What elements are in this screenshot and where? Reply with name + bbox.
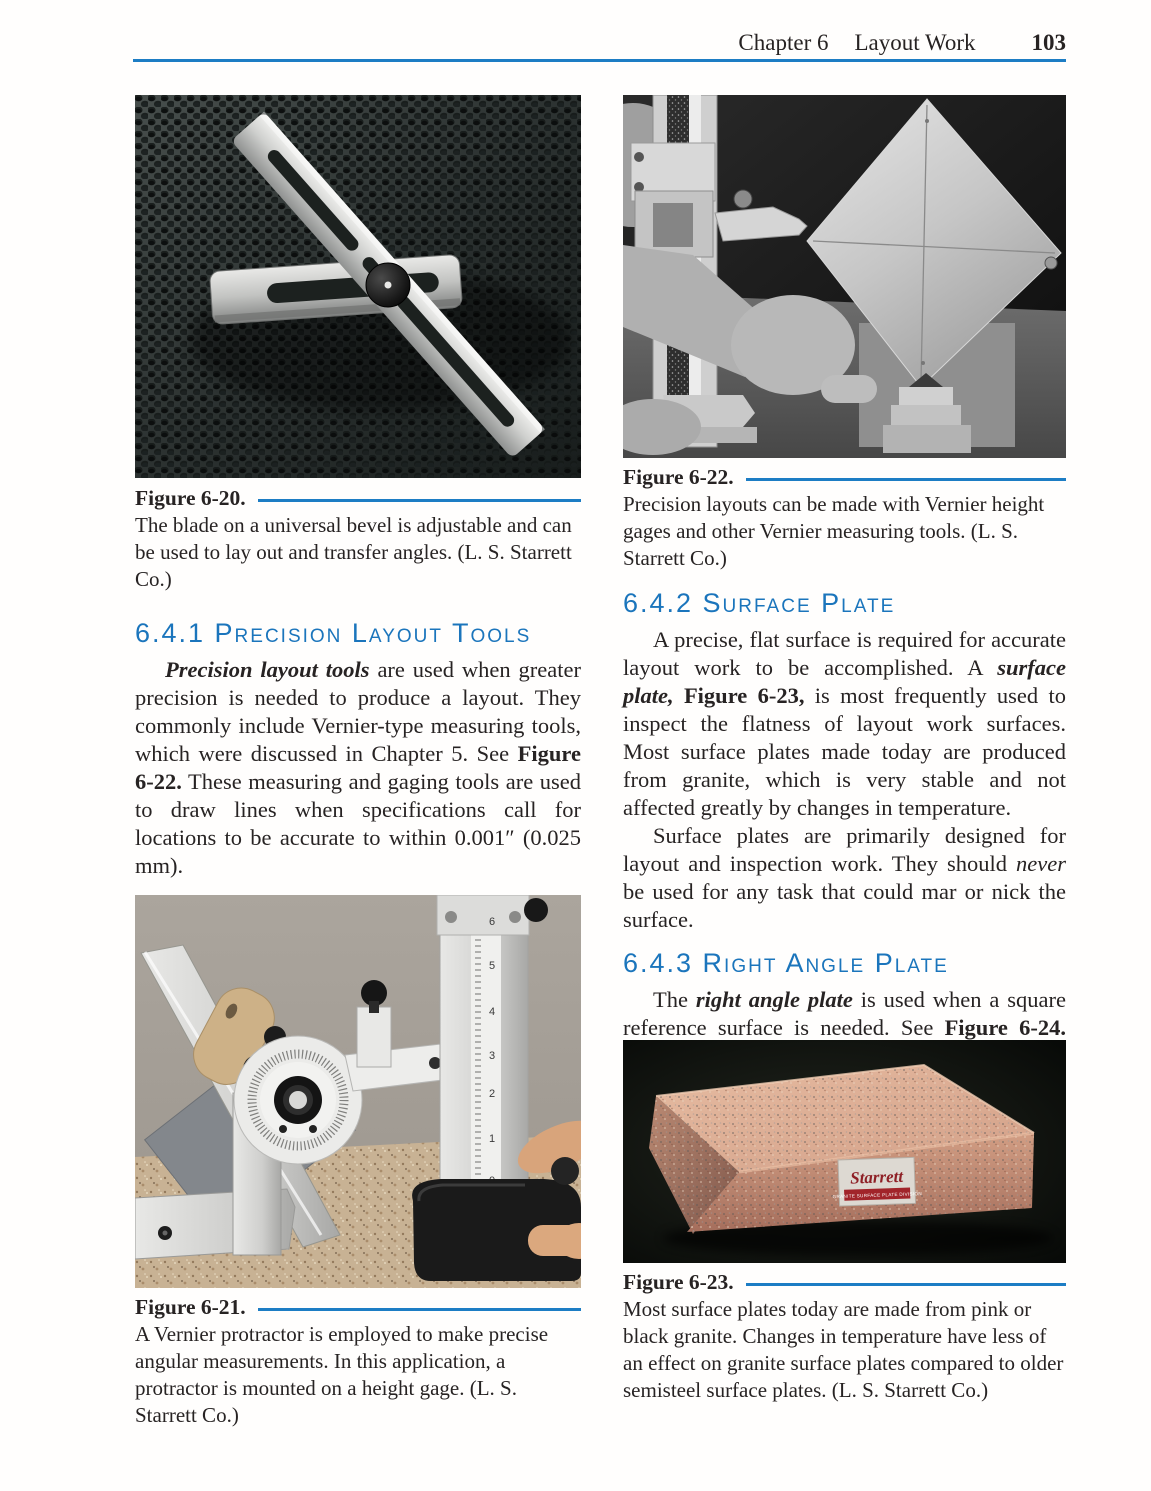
text-run: right angle plate: [695, 987, 853, 1012]
text-run: are used when greater precision is needed to produce a layout. They commonly include Vernier-type measuring tools, which were discussed in Chapter 5. See: [135, 657, 581, 766]
protractor-dial: [234, 1036, 362, 1164]
figure-6-20-photo: [135, 95, 581, 478]
caption-rule: [258, 1308, 581, 1311]
adjust-knob: [551, 1157, 579, 1185]
section-heading-643: 6.4.3 Right Angle Plate: [623, 948, 949, 978]
figure-6-20-text: The blade on a universal bevel is adjustable and can be used to lay out and transfer angles. (L. S. Starrett Co.): [135, 513, 572, 591]
left-column-text: [135, 618, 581, 880]
scale-number: 2: [489, 1088, 496, 1100]
text-run: never: [1016, 851, 1066, 876]
figure-6-20-caption: [135, 485, 581, 593]
figure-6-21-photo: [135, 895, 581, 1288]
text-run: The: [653, 987, 696, 1012]
figure-6-21-label: Figure 6-21.: [135, 1295, 246, 1319]
figure-6-23-caption: [623, 1269, 1066, 1404]
figure-6-23-photo: [623, 1040, 1066, 1263]
page-number: 103: [1031, 30, 1066, 55]
paragraph-641: [135, 656, 581, 880]
scale-number: 1: [489, 1133, 496, 1145]
running-head: [738, 30, 1066, 56]
pointing-finger: [821, 375, 877, 403]
figure-6-22-photo: [623, 95, 1066, 458]
text-run: These measuring and gaging tools are used to draw lines when specifications call for locations to be accurate to within 0.001″ (0.025 mm).: [135, 769, 581, 878]
header-rule: [133, 59, 1066, 62]
gage-thumb-knob: [524, 898, 548, 922]
text-run: be used for any task that could mar or nick the surface.: [623, 879, 1066, 932]
paragraph-642-2: [623, 822, 1066, 934]
plate-screw: [1045, 257, 1057, 269]
scale-number: 6: [489, 916, 496, 928]
text-run: surface plate,: [623, 655, 1066, 708]
text-run: Figure 6-23,: [673, 683, 805, 708]
caption-rule: [258, 499, 581, 502]
text-run: Surface plates are primarily designed for layout and inspection work. They should: [623, 823, 1066, 876]
paragraph-642-1: [623, 626, 1066, 822]
figure-6-23-label: Figure 6-23.: [623, 1270, 734, 1294]
chapter-label: Chapter 6: [738, 30, 829, 55]
text-run: Figure 6-24.: [944, 1015, 1066, 1040]
figure-6-23-text: Most surface plates today are made from pink or black granite. Changes in temperature have less of an effect on granite surface plates compared to older semisteel surface plates. (L. S. Starrett Co.): [623, 1297, 1064, 1402]
label-banner-text: GRANITE SURFACE PLATE DIVISION: [832, 1191, 922, 1200]
section-heading-642: 6.4.2 Surface Plate: [623, 588, 896, 618]
scale-number: 5: [489, 960, 496, 972]
chapter-title: Layout Work: [854, 30, 976, 55]
arm-knob: [734, 190, 752, 208]
figure-6-20-label: Figure 6-20.: [135, 486, 246, 510]
figure-6-22-caption: [623, 464, 1066, 572]
starrett-logo-text: Starrett: [849, 1166, 904, 1188]
figure-6-21-caption: [135, 1294, 581, 1429]
text-run: Figure 6-22.: [135, 741, 581, 794]
section-heading-641: 6.4.1 Precision Layout Tools: [135, 618, 532, 648]
text-run: is most frequently used to inspect the flatness of layout work surfaces. Most surface plates made today are produced from granite, which is very stable and not affected greatly by changes in temperature.: [623, 683, 1066, 820]
figure-6-21-text: A Vernier protractor is employed to make precise angular measurements. In this application, a protractor is mounted on a height gage. (L. S. Starrett Co.): [135, 1322, 549, 1427]
caption-rule: [746, 478, 1066, 481]
figure-6-22-text: Precision layouts can be made with Vernier height gages and other Vernier measuring tools. (L. S. Starrett Co.): [623, 492, 1045, 570]
lock-knob: [366, 263, 410, 307]
scale-number: 3: [489, 1050, 496, 1062]
text-run: Precision layout tools: [165, 657, 370, 682]
figure-6-22-label: Figure 6-22.: [623, 465, 734, 489]
starrett-label: [831, 1157, 922, 1206]
scale-number: 4: [489, 1006, 496, 1018]
caption-rule: [746, 1283, 1066, 1286]
text-run: is used when a square reference surface is needed. See: [623, 987, 1067, 1040]
right-column-text: [623, 588, 1066, 1070]
text-run: A precise, flat surface is required for accurate layout work to be accomplished. A: [623, 627, 1066, 680]
